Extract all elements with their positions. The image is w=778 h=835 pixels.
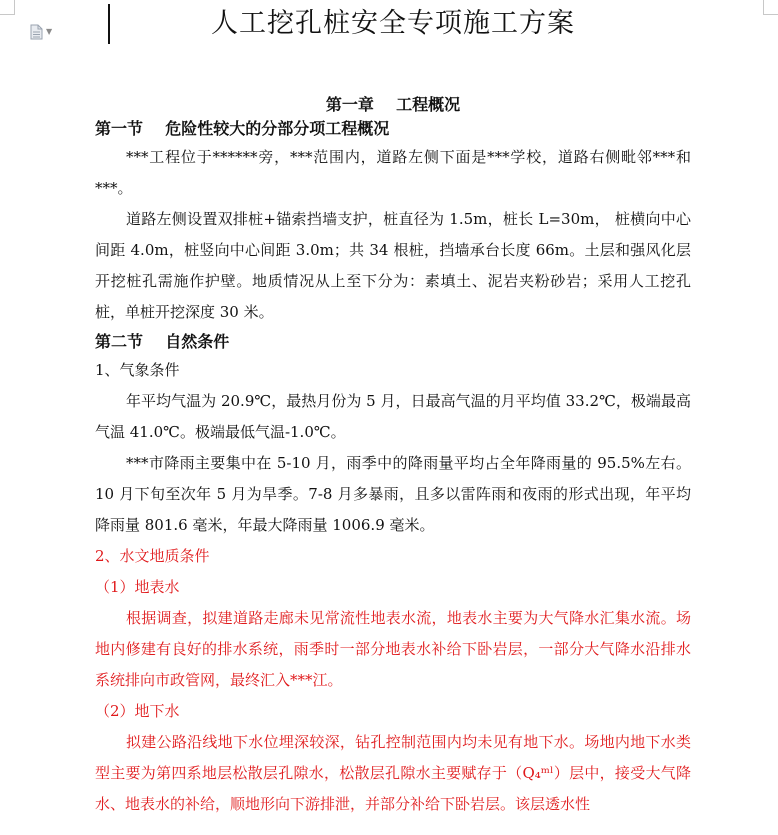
list-heading: 1、气象条件 xyxy=(95,361,180,379)
page-corner-marker xyxy=(0,0,15,15)
section-heading: 第二节 自然条件 xyxy=(95,332,230,351)
sub-heading: （2）地下水 xyxy=(95,702,180,720)
section-heading: 第一节 危险性较大的分部分项工程概况 xyxy=(95,119,390,138)
page-corner-marker xyxy=(763,0,778,15)
document-page[interactable] xyxy=(95,0,691,820)
paragraph: 道路左侧设置双排桩+锚索挡墙支护，桩直径为 1.5m，桩长 L=30m， 桩横向中心间距 4.0m，桩竖向中心间距 3.0m；共 34 根桩，挡墙承台长度 66m。土层和强风化层开挖桩孔需施作护壁。地质情况从上至下分为：素填土、泥岩夹粉砂岩；采用人工挖孔桩，单桩开挖深度 30 米。 xyxy=(95,210,691,321)
chevron-down-icon: ▼ xyxy=(46,27,53,36)
document-title: 人工挖孔桩安全专项施工方案 xyxy=(211,8,575,39)
paragraph: 根据调查，拟建道路走廊未见常流性地表水流，地表水主要为大气降水汇集水流。场地内修建有良好的排水系统，雨季时一部分地表水补给下卧岩层，一部分大气降水沿排水系统排向市政管网，最终汇入***江。 xyxy=(95,609,691,689)
document-icon xyxy=(30,24,43,40)
paragraph: 年平均气温为 20.9℃，最热月份为 5 月，日最高气温的月平均值 33.2℃，极端最高气温 41.0℃。极端最低气温-1.0℃。 xyxy=(95,392,691,441)
paragraph: ***市降雨主要集中在 5-10 月，雨季中的降雨量平均占全年降雨量的 95.5%左右。10 月下旬至次年 5 月为旱季。7-8 月多暴雨，且多以雷阵雨和夜雨的形式出现，年平均降雨量 801.6 毫米，年最大降雨量 1006.9 毫米。 xyxy=(95,454,691,534)
document-icon-menu[interactable] xyxy=(30,24,52,40)
sub-heading: （1）地表水 xyxy=(95,578,180,596)
chapter-heading: 第一章 工程概况 xyxy=(325,95,461,114)
paragraph: ***工程位于******旁，***范围内，道路左侧下面是***学校，道路右侧毗邻***和***。 xyxy=(95,148,691,197)
paragraph: 拟建公路沿线地下水位埋深较深，钻孔控制范围内均未见有地下水。场地内地下水类型主要为第四系地层松散层孔隙水，松散层孔隙水主要赋存于（Q₄ᵐˡ）层中，接受大气降水、地表水的补给，顺地形向下游排泄，并部分补给下卧岩层。该层透水性 xyxy=(95,733,691,813)
list-heading: 2、水文地质条件 xyxy=(95,547,210,565)
